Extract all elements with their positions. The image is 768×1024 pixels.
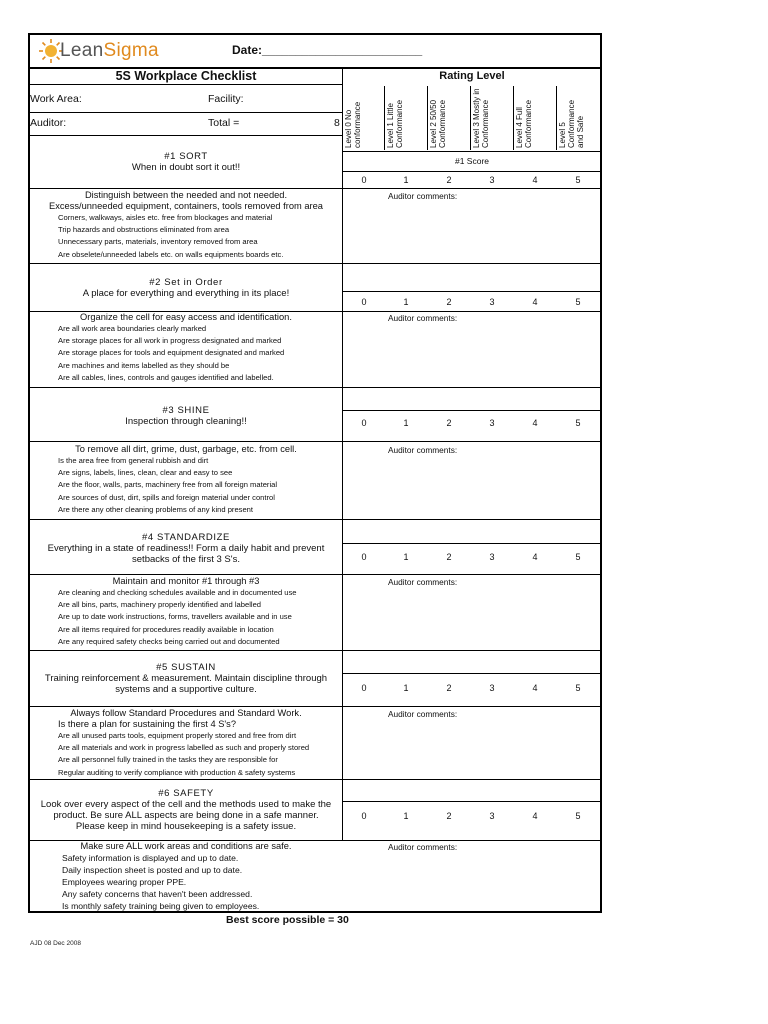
- level-5-header: [558, 86, 600, 150]
- divider: [28, 650, 602, 651]
- score-option[interactable]: 3: [489, 297, 495, 307]
- brand-name-accent: Sigma: [103, 40, 159, 61]
- criteria-item: Are any required safety checks being carried out and documented: [58, 636, 280, 646]
- section-subtitle: Look over every aspect of the cell and the methods used to make the: [40, 799, 332, 810]
- section-standardize-title: [30, 532, 342, 565]
- criteria-item: Are machines and items labelled as they should be: [58, 360, 230, 370]
- score-option[interactable]: 5: [575, 175, 581, 185]
- score-option[interactable]: 1: [403, 811, 409, 821]
- section-subtitle: systems and a supportive culture.: [115, 684, 257, 695]
- score-option[interactable]: 2: [446, 175, 452, 185]
- criteria-heading: Excess/unneeded equipment, containers, tools removed from area: [49, 201, 323, 211]
- divider: [28, 441, 602, 442]
- score-row: [344, 175, 600, 189]
- divider: [28, 135, 342, 136]
- criteria-item: Trip hazards and obstructions eliminated from area: [58, 225, 230, 235]
- page-title: 5S Workplace Checklist: [115, 69, 257, 83]
- criteria-item: Are the floor, walls, parts, machinery free from all foreign material: [58, 480, 278, 490]
- section-subtitle: setbacks of the first 3 S's.: [132, 554, 240, 565]
- level-1-header: [386, 86, 428, 150]
- score-row: [344, 297, 600, 311]
- section-sustain-title: [30, 662, 342, 695]
- section-score-label: #1 Score: [454, 156, 490, 166]
- score-option[interactable]: 4: [532, 418, 538, 428]
- criteria-item: Are storage places for all work in progress designated and marked: [58, 336, 282, 346]
- score-option[interactable]: 0: [361, 418, 367, 428]
- divider: [28, 779, 602, 780]
- criteria-item: Are all cables, lines, controls and gauges identified and labelled.: [58, 372, 274, 382]
- criteria-item: Are all materials and work in progress labelled as such and properly stored: [58, 743, 310, 753]
- level-3-header: [472, 86, 514, 150]
- score-option[interactable]: 0: [361, 552, 367, 562]
- criteria-item: Are obselete/unneeded labels etc. on walls equipments boards etc.: [58, 249, 284, 259]
- section-sort-criteria: [30, 190, 342, 261]
- criteria-item: Are there any other cleaning problems of any kind present: [58, 504, 254, 514]
- criteria-heading: Is there a plan for sustaining the first 4 S's?: [58, 719, 236, 729]
- criteria-item: Is monthly safety training being given to employees.: [62, 901, 260, 911]
- score-option[interactable]: 4: [532, 811, 538, 821]
- section-shine-criteria: [30, 444, 342, 516]
- criteria-item: Daily inspection sheet is posted and up to date.: [62, 865, 243, 875]
- rating-level-title: Rating Level: [439, 70, 505, 82]
- section-name: #6 SAFETY: [158, 788, 214, 799]
- score-option[interactable]: 3: [489, 418, 495, 428]
- score-option[interactable]: 3: [489, 811, 495, 821]
- score-option[interactable]: 0: [361, 297, 367, 307]
- score-option[interactable]: 5: [575, 811, 581, 821]
- level-0-header: [344, 86, 386, 150]
- score-option[interactable]: 4: [532, 297, 538, 307]
- divider: [28, 263, 602, 264]
- criteria-heading: Always follow Standard Procedures and Standard Work.: [70, 708, 302, 718]
- criteria-heading: Distinguish between the needed and not needed.: [84, 190, 288, 200]
- total-label: Total =: [208, 117, 240, 129]
- criteria-item: Are all personnel fully trained in the tasks they are responsible for: [58, 755, 278, 765]
- section-sort-title: [30, 151, 342, 173]
- score-option[interactable]: 4: [532, 552, 538, 562]
- score-option[interactable]: 1: [403, 418, 409, 428]
- criteria-heading: Make sure ALL work areas and conditions are safe.: [80, 841, 292, 851]
- section-subtitle: When in doubt sort it out!!: [131, 162, 241, 173]
- divider: [28, 706, 602, 707]
- criteria-item: Regular auditing to verify compliance with production & safety systems: [58, 767, 296, 777]
- work-area-label: Work Area:: [30, 93, 82, 105]
- section-subtitle: Please keep in mind housekeeping is a safety issue.: [75, 821, 297, 832]
- divider: [342, 291, 602, 292]
- criteria-heading: To remove all dirt, grime, dust, garbage, etc. from cell.: [75, 444, 297, 454]
- score-option[interactable]: 0: [361, 175, 367, 185]
- auditor-comments-label[interactable]: Auditor comments:: [388, 313, 458, 323]
- score-option[interactable]: 0: [361, 683, 367, 693]
- level-4-header: [515, 86, 557, 150]
- section-subtitle: Training reinforcement & measurement. Maintain discipline through: [44, 673, 328, 684]
- level-header-text: Level 2 50/50 Conformance: [429, 99, 447, 148]
- section-subtitle: Inspection through cleaning!!: [125, 416, 247, 427]
- divider: [28, 574, 602, 575]
- score-option[interactable]: 4: [532, 683, 538, 693]
- criteria-item: Employees wearing proper PPE.: [62, 877, 187, 887]
- criteria-item: Are all items required for procedures readily available in location: [58, 624, 274, 634]
- score-row: [344, 683, 600, 697]
- section-safety-criteria: [30, 841, 342, 912]
- section-standardize-criteria: [30, 576, 342, 648]
- score-option[interactable]: 3: [489, 683, 495, 693]
- score-option[interactable]: 4: [532, 175, 538, 185]
- section-name: #1 SORT: [164, 151, 208, 162]
- section-subtitle: product. Be sure ALL aspects are being done in a safe manner.: [53, 810, 319, 821]
- divider: [342, 801, 602, 802]
- criteria-item: Are all work area boundaries clearly marked: [58, 324, 207, 333]
- score-option[interactable]: 2: [446, 683, 452, 693]
- criteria-item: Is the area free from general rubbish and dirt: [58, 456, 209, 465]
- score-option[interactable]: 5: [575, 418, 581, 428]
- section-sustain-criteria: [30, 708, 342, 779]
- divider: [342, 410, 602, 411]
- section-set-in-order-criteria: [30, 312, 342, 384]
- section-subtitle: A place for everything and everything in its place!: [82, 288, 290, 299]
- criteria-item: Any safety concerns that haven't been addressed.: [62, 889, 253, 899]
- auditor-comments-label[interactable]: Auditor comments:: [388, 445, 458, 455]
- section-shine-title: [30, 405, 342, 427]
- facility-label: Facility:: [208, 93, 244, 105]
- score-option[interactable]: 5: [575, 552, 581, 562]
- section-name: #2 Set in Order: [149, 277, 223, 288]
- score-option[interactable]: 1: [403, 552, 409, 562]
- score-option[interactable]: 2: [446, 811, 452, 821]
- divider: [342, 171, 602, 172]
- divider: [28, 112, 342, 113]
- divider: [28, 387, 602, 388]
- score-option[interactable]: 3: [489, 175, 495, 185]
- section-name: #4 STANDARDIZE: [142, 532, 230, 543]
- score-option[interactable]: 5: [575, 683, 581, 693]
- section-name: #3 SHINE: [162, 405, 210, 416]
- total-value: 8: [334, 117, 340, 129]
- criteria-item: Are signs, labels, lines, clean, clear and easy to see: [58, 468, 233, 478]
- auditor-label: Auditor:: [30, 117, 67, 129]
- divider: [342, 673, 602, 674]
- score-row: [344, 811, 600, 825]
- auditor-comments-label[interactable]: Auditor comments:: [388, 709, 458, 719]
- score-option[interactable]: 1: [403, 175, 409, 185]
- brand-name: LeanSigma: [60, 40, 159, 61]
- criteria-heading: Maintain and monitor #1 through #3: [112, 576, 260, 586]
- criteria-item: Are cleaning and checking schedules available and in documented use: [58, 588, 297, 597]
- score-option[interactable]: 2: [446, 418, 452, 428]
- score-option[interactable]: 1: [403, 297, 409, 307]
- section-set-in-order-title: [30, 277, 342, 299]
- criteria-item: Unnecessary parts, materials, inventory removed from area: [58, 237, 258, 247]
- divider: [342, 67, 343, 841]
- date-field[interactable]: Date:________________________: [232, 43, 423, 57]
- score-row: [344, 552, 600, 566]
- score-option[interactable]: 2: [446, 297, 452, 307]
- score-option[interactable]: 1: [403, 683, 409, 693]
- criteria-item: Corners, walkways, aisles etc. free from blockages and material: [58, 213, 273, 222]
- level-header-text: Level 3 Mostly in Conformance: [472, 88, 490, 148]
- criteria-item: Are up to date work instructions, forms, travellers available and in use: [58, 612, 292, 622]
- score-option[interactable]: 5: [575, 297, 581, 307]
- divider: [28, 519, 602, 520]
- criteria-item: Are sources of dust, dirt, spills and foreign material under control: [58, 492, 275, 502]
- divider: [342, 543, 602, 544]
- document-footer: AJD 08 Dec 2008: [30, 940, 81, 947]
- criteria-item: Are all bins, parts, machinery properly identified and labelled: [58, 600, 262, 610]
- level-2-header: [429, 86, 471, 150]
- criteria-item: Safety information is displayed and up to date.: [62, 853, 239, 863]
- section-name: #5 SUSTAIN: [156, 662, 216, 673]
- section-subtitle: Everything in a state of readiness!! Form a daily habit and prevent: [47, 543, 325, 554]
- criteria-heading: Organize the cell for easy access and identification.: [80, 312, 292, 322]
- level-header-text: Level 1 Little Conformance: [386, 99, 404, 148]
- score-row: [344, 418, 600, 432]
- divider: [342, 151, 602, 152]
- best-score-note: Best score possible = 30: [226, 914, 349, 926]
- score-option[interactable]: 2: [446, 552, 452, 562]
- auditor-comments-label[interactable]: Auditor comments:: [388, 842, 458, 852]
- score-option[interactable]: 3: [489, 552, 495, 562]
- section-safety-title: [30, 788, 342, 832]
- criteria-item: Are storage places for tools and equipment designated and marked: [58, 348, 285, 358]
- score-option[interactable]: 0: [361, 811, 367, 821]
- auditor-comments-label[interactable]: Auditor comments:: [388, 191, 458, 201]
- divider: [28, 84, 342, 85]
- level-header-text: Level 0 No conformance: [344, 101, 362, 148]
- criteria-item: Are all unused parts tools, equipment properly stored and free from dirt: [58, 731, 297, 740]
- level-header-text: Level 4 Full Conformance: [515, 99, 533, 148]
- auditor-comments-label[interactable]: Auditor comments:: [388, 577, 458, 587]
- level-header-text: Level 5 Conformance and Safe: [558, 99, 585, 148]
